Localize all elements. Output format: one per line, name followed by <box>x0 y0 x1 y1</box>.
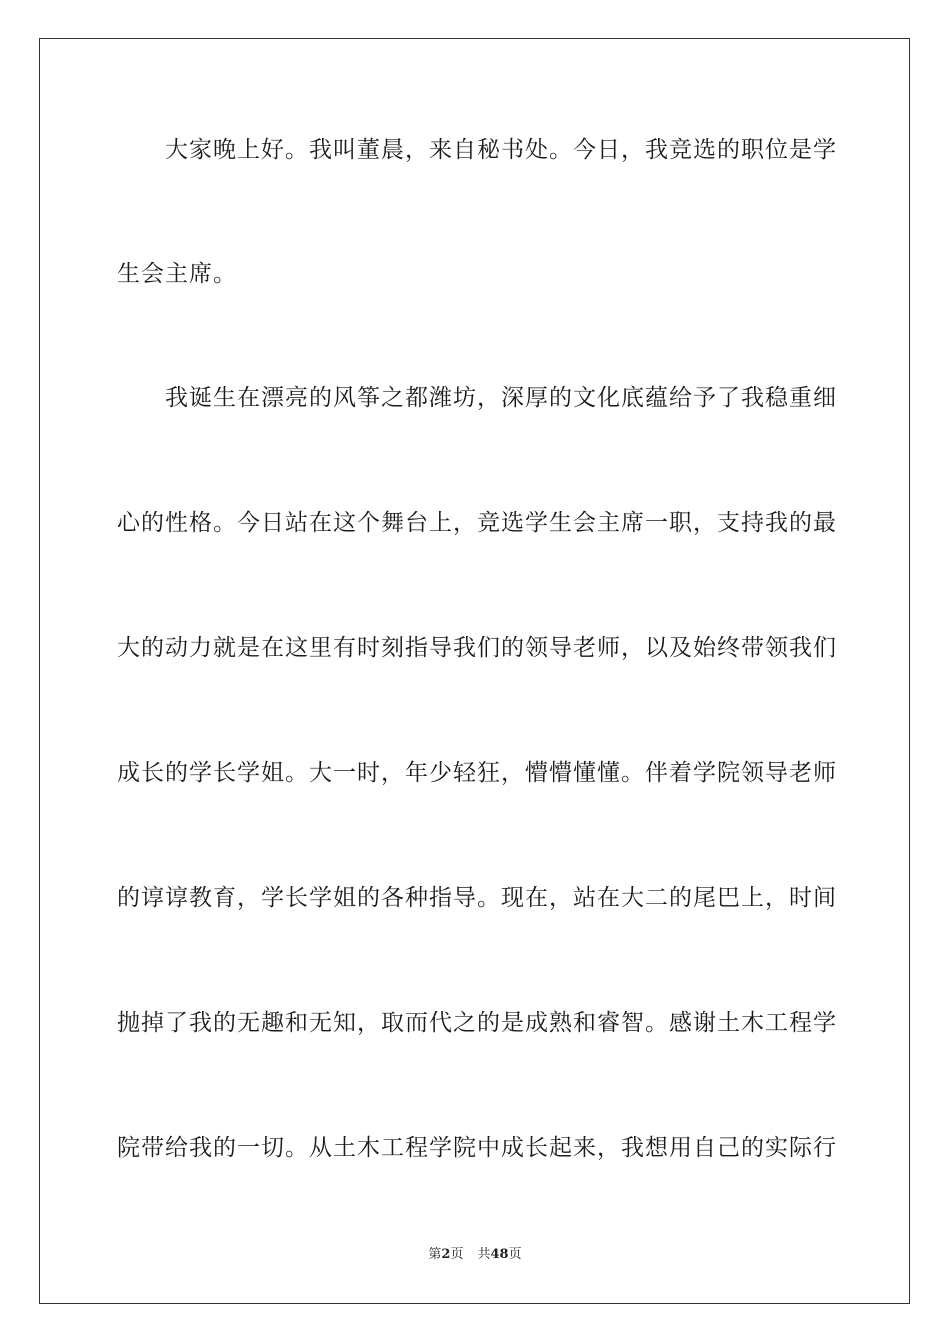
page-footer <box>0 1246 950 1264</box>
text-line: 大的动力就是在这里有时刻指导我们的领导老师，以及始终带领我们 <box>117 635 837 661</box>
text-line: 成长的学长学姐。大一时，年少轻狂，懵懵懂懂。伴着学院领导老师 <box>117 760 837 786</box>
page-border <box>39 38 910 1304</box>
text-line: 院带给我的一切。从土木工程学院中成长起来，我想用自己的实际行 <box>117 1135 837 1161</box>
total-suffix: 页 <box>508 1247 522 1262</box>
page-suffix: 页 <box>450 1247 464 1262</box>
text-line: 大家晚上好。我叫董晨，来自秘书处。今日，我竞选的职位是学 <box>117 137 837 163</box>
total-pages: 48 <box>490 1247 509 1262</box>
text-line: 的谆谆教育，学长学姐的各种指导。现在，站在大二的尾巴上，时间 <box>117 885 837 911</box>
total-prefix: 共 <box>477 1247 491 1262</box>
text-line: 抛掉了我的无趣和无知，取而代之的是成熟和睿智。感谢土木工程学 <box>117 1010 837 1036</box>
page-prefix: 第 <box>428 1247 442 1262</box>
text-line: 我诞生在漂亮的风筝之都潍坊，深厚的文化底蕴给予了我稳重细 <box>117 385 837 411</box>
page-number: 2 <box>441 1247 451 1262</box>
text-line: 心的性格。今日站在这个舞台上，竞选学生会主席一职，支持我的最 <box>117 510 837 536</box>
text-line: 生会主席。 <box>117 261 237 287</box>
